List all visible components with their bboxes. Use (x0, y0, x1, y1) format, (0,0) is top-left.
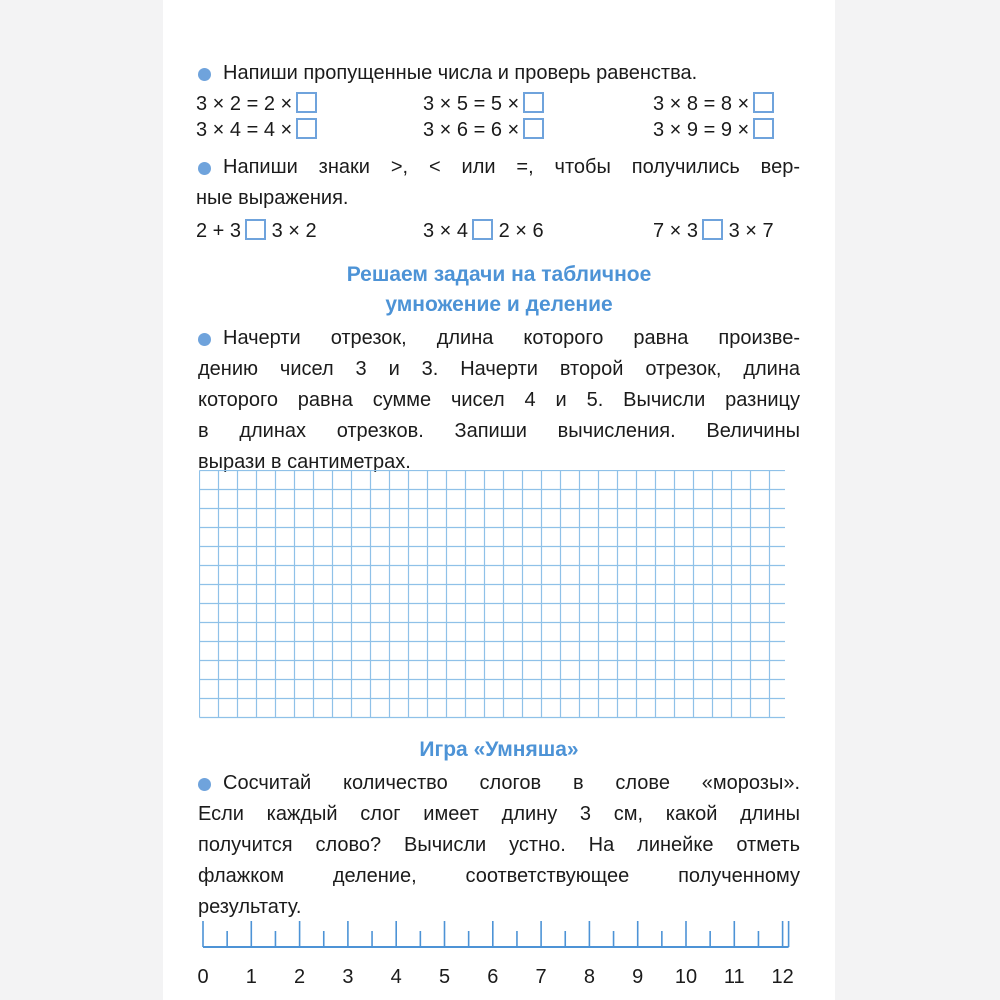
equation: 3 × 9 = 9 × (653, 117, 774, 143)
equation: 3 × 6 = 6 × (423, 117, 544, 143)
ruler-label: 2 (294, 966, 306, 988)
ruler-label: 10 (674, 966, 698, 988)
section-heading: Игра «Умняша» (419, 738, 579, 761)
bullet-icon (198, 162, 211, 175)
sign-box[interactable] (472, 219, 493, 240)
ruler-label: 3 (342, 966, 354, 988)
exercise4-line: Сосчитай количество слогов в слове «морозы». (223, 772, 800, 794)
comparison: 2 + 3 3 × 2 (196, 220, 317, 242)
ruler-label: 1 (245, 966, 257, 988)
bullet-icon (198, 68, 211, 81)
exercise4-line: Если каждый слог имеет длину 3 см, какой длины (198, 803, 800, 825)
answer-box[interactable] (753, 92, 774, 113)
answer-box[interactable] (523, 118, 544, 139)
section-heading: Решаем задачи на табличное (346, 263, 652, 286)
exercise4-line: результату. (198, 896, 302, 918)
ruler-label: 12 (771, 966, 794, 988)
exercise4-line: флажком деление, соответствующее полученному (198, 865, 800, 887)
sign-box[interactable] (702, 219, 723, 240)
ruler-label: 4 (390, 966, 402, 988)
sign-box[interactable] (245, 219, 266, 240)
ruler-label: 5 (438, 966, 451, 988)
ruler-label: 0 (197, 966, 209, 988)
exercise4-line: получится слово? Вычисли устно. На линейке отметь (198, 834, 800, 856)
bullet-icon (198, 778, 211, 791)
equation: 3 × 8 = 8 × (653, 91, 774, 117)
section-heading: умножение и деление (385, 293, 613, 316)
ruler-label: 7 (535, 966, 547, 988)
ruler-label: 8 (583, 966, 595, 988)
equation: 3 × 4 = 4 × (196, 117, 317, 143)
answer-box[interactable] (296, 92, 317, 113)
exercise1-text: Напиши пропущенные числа и проверь равенства. (223, 62, 698, 84)
graph-paper-grid[interactable] (199, 470, 785, 722)
exercise3-line: в длинах отрезков. Запиши вычисления. Величины (198, 420, 800, 442)
ruler-label: 9 (632, 966, 644, 988)
exercise3-line: дению чисел 3 и 3. Начерти второй отрезок, длина (198, 358, 800, 380)
exercise2-line1: Напиши знаки >, < или =, чтобы получились вер- (223, 156, 800, 178)
comparison: 7 × 3 3 × 7 (653, 220, 774, 242)
ruler-label: 6 (487, 966, 499, 988)
answer-box[interactable] (523, 92, 544, 113)
equation: 3 × 5 = 5 × (423, 91, 544, 117)
comparison: 3 × 4 2 × 6 (423, 220, 544, 242)
exercise3-line: Начерти отрезок, длина которого равна произве- (223, 327, 800, 349)
bullet-icon (198, 333, 211, 346)
equation: 3 × 2 = 2 × (196, 91, 317, 117)
exercise2-line2: ные выражения. (196, 187, 349, 209)
ruler[interactable] (190, 910, 800, 990)
answer-box[interactable] (296, 118, 317, 139)
ruler-label: 11 (723, 966, 745, 988)
exercise3-line: которого равна сумме чисел 4 и 5. Вычисли разницу (198, 389, 800, 411)
exercise3-line: вырази в сантиметрах. (198, 451, 411, 473)
answer-box[interactable] (753, 118, 774, 139)
